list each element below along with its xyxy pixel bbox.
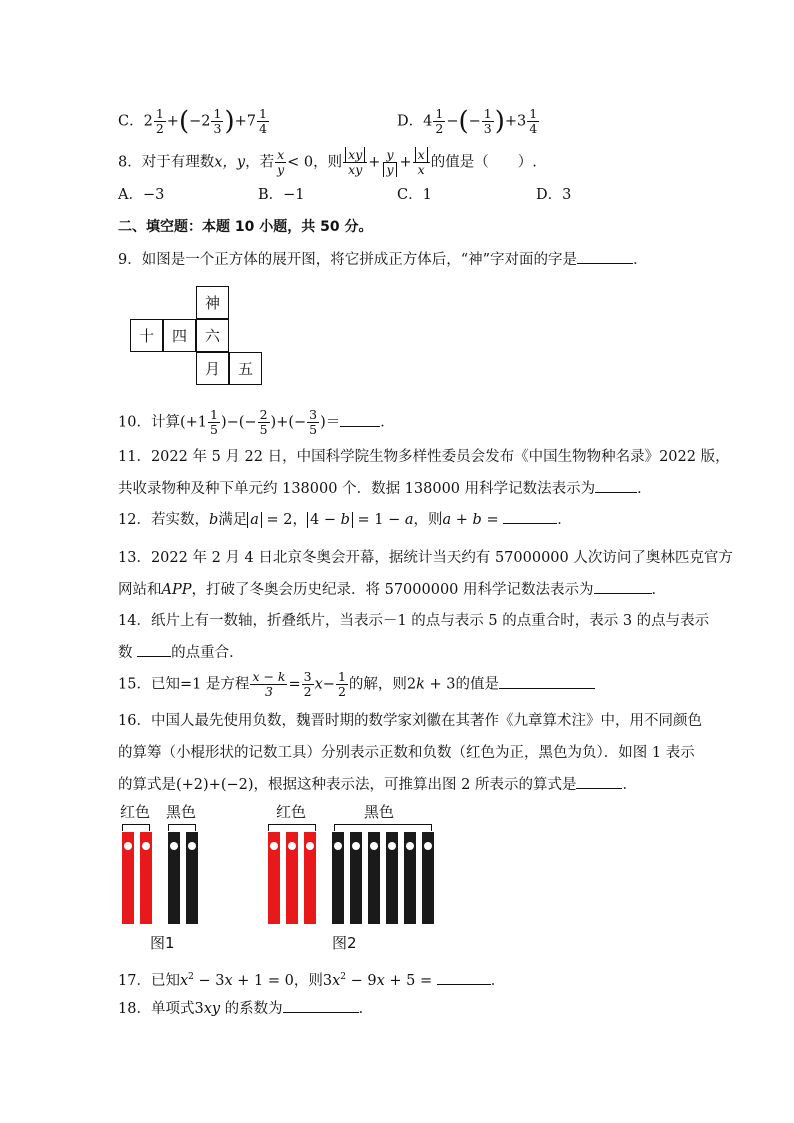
rod-hole: [388, 842, 396, 850]
q8-option-b: B．−1: [258, 187, 305, 203]
rod-hole: [424, 842, 432, 850]
black-rod: [368, 832, 380, 924]
q18-stem: 18．单项式3xy 的系数为 ．: [118, 998, 373, 1019]
black-rod: [404, 832, 416, 924]
answer-blank[interactable]: [499, 674, 595, 689]
answer-blank[interactable]: [283, 998, 359, 1013]
black-brace: [168, 824, 196, 831]
answer-blank[interactable]: [340, 412, 380, 427]
figure-caption: 图1: [150, 934, 175, 952]
q13-line2: 网站和APP，打破了冬奥会历史纪录．将 57000000 用科学记数法表示为 ．: [118, 579, 666, 600]
black-brace: [334, 824, 432, 831]
net-cell: 月: [196, 352, 229, 385]
rod-hole: [188, 842, 196, 850]
net-cell: 六: [196, 319, 229, 352]
q13-line1: 13．2022 年 2 月 4 日北京冬奥会开幕，据统计当天约有 57000000 人次访问了奥林匹克官方: [118, 550, 733, 566]
q16-line2: 的算筹（小棍形状的记数工具）分别表示正数和负数（红色为正，黑色为负）．如图 1 表示: [118, 745, 695, 761]
q12-stem: 12．若实数，b满足 a = 2， 4 − b = 1 − a，则a + b = ．: [118, 509, 572, 530]
q14-line2: 数 的点重合．: [118, 642, 244, 663]
black-rod: [332, 832, 344, 924]
answer-blank[interactable]: [577, 249, 633, 264]
section-heading: 二、填空题：本题 10 小题，共 50 分。: [118, 219, 373, 235]
black-label: 黑色: [166, 803, 197, 821]
q7-option-d: D．4 $\frac{1}{2}$ −(− $\frac{1}{3}$ )+3 $\frac{1}{4}$: [397, 106, 538, 137]
rod-hole: [170, 842, 178, 850]
q7-option-c: C．2 $\frac{1}{2}$ +(−2 $\frac{1}{3}$ )+7 $\frac{1}{4}$: [118, 106, 267, 137]
rod-hole: [270, 842, 278, 850]
rod-hole: [352, 842, 360, 850]
black-rod: [186, 832, 198, 924]
red-rod: [122, 832, 134, 924]
q9-stem: 9．如图是一个正方体的展开图，将它拼成正方体后，“神”字对面的字是 ．: [118, 249, 648, 270]
q8-option-d: D．3: [536, 187, 572, 203]
q14-line1: 14．纸片上有一数轴，折叠纸片，当表示－1 的点与表示 5 的点重合时，表示 3 的点与表示: [118, 613, 710, 629]
red-rod: [286, 832, 298, 924]
rod-hole: [288, 842, 296, 850]
red-brace: [268, 824, 316, 831]
rod-hole: [334, 842, 342, 850]
rod-hole: [142, 842, 150, 850]
q17-stem: 17．已知$x^2 - 3x + 1 = 0$，则$3x^2 - 9x + 5$ = ．: [118, 967, 505, 991]
black-rod: [422, 832, 434, 924]
figure-caption: 图2: [332, 934, 357, 952]
answer-blank[interactable]: [576, 774, 622, 789]
black-label: 黑色: [364, 803, 395, 821]
q8-option-a: A．−3: [118, 187, 165, 203]
red-rod: [268, 832, 280, 924]
answer-blank[interactable]: [137, 642, 171, 657]
red-brace: [122, 824, 150, 831]
net-cell: 神: [196, 286, 229, 319]
answer-blank[interactable]: [595, 478, 637, 493]
q10-stem: 10．计算(+1 $\frac{1}{5}$ )−(− $\frac{2}{5}$ )+(− $\frac{3}{5}$ )＝ ．: [118, 407, 395, 437]
rod-hole: [306, 842, 314, 850]
net-cell: 五: [229, 352, 262, 385]
answer-blank[interactable]: [437, 970, 491, 985]
black-rod: [350, 832, 362, 924]
red-rod: [140, 832, 152, 924]
q11-line2: 共收录物种及种下单元约 138000 个．数据 138000 用科学记数法表示为 ．: [118, 478, 652, 499]
rod-hole: [406, 842, 414, 850]
red-rod: [304, 832, 316, 924]
q8-option-c: C．1: [397, 187, 432, 203]
answer-blank[interactable]: [594, 579, 652, 594]
net-cell: 十: [130, 319, 163, 352]
answer-blank[interactable]: [503, 509, 557, 524]
black-rod: [386, 832, 398, 924]
q16-line3: 的算式是(+2)+(−2)，根据这种表示法，可推算出图 2 所表示的算式是 ．: [118, 774, 637, 795]
rod-hole: [370, 842, 378, 850]
red-label: 红色: [120, 803, 151, 821]
q8-stem: 8．对于有理数x，y，若 $\frac{x}{y}$ < 0，则 $\frac{xy}{xy}$ + $\frac{y}{y}$ + $\frac{x}{x}$ 的值是（ ）.: [118, 147, 537, 177]
black-rod: [168, 832, 180, 924]
q11-line1: 11．2022 年 5 月 22 日，中国科学院生物多样性委员会发布《中国生物物种名录》2022 版，: [118, 449, 730, 465]
red-label: 红色: [276, 803, 307, 821]
q16-line1: 16．中国人最先使用负数，魏晋时期的数学家刘徽在其著作《九章算术注》中，用不同颜色: [118, 713, 702, 729]
net-cell: 四: [163, 319, 196, 352]
rod-hole: [124, 842, 132, 850]
q15-stem: 15．已知=1 是方程 $\frac{x - k}{3}$ = $\frac{3}{2}$ x− $\frac{1}{2}$ 的解，则2k + 3的值是: [118, 670, 595, 699]
